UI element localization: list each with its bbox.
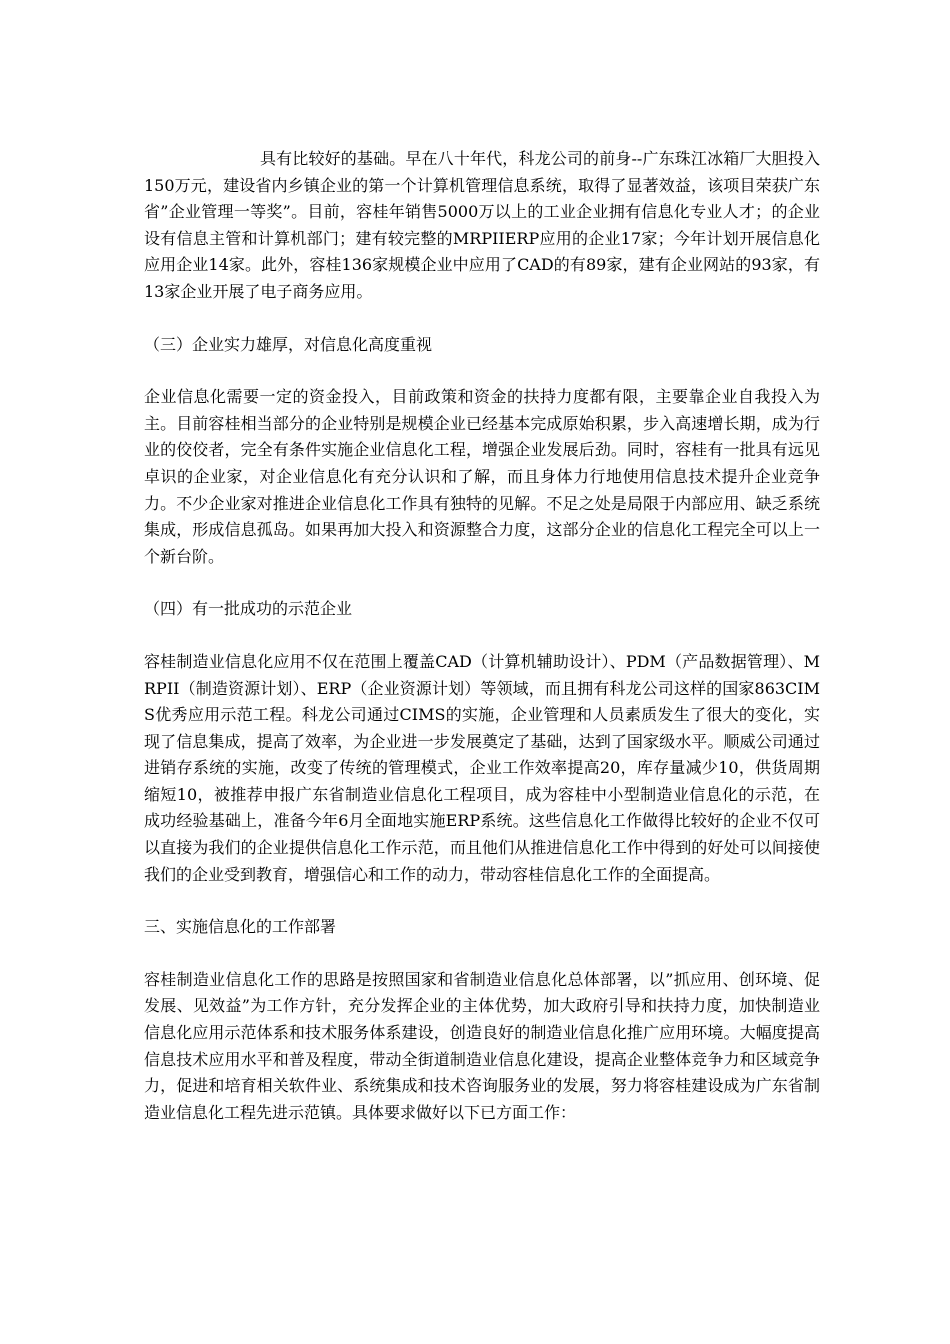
heading-demo-enterprises: （四）有一批成功的示范企业: [144, 599, 353, 619]
paragraph-enterprise-strength: 企业信息化需要一定的资金投入，目前政策和资金的扶持力度都有限，主要靠企业自我投入为主。目前容桂相当部分的企业特别是规模企业已经基本完成原始积累，步入高速增长期，成为行业的佼佼者，完全有条件实施企业信息化工程，增强企业发展后劲。同时，容桂有一批具有远见卓识的企业家，对企业信息化有充分认识和了解，而且身体力行地使用信息技术提升企业竞争力。不少企业家对推进企业信息化工作具有独特的见解。不足之处是局限于内部应用、缺乏系统集成，形成信息孤岛。如果再加大投入和资源整合力度，这部分企业的信息化工程完全可以上一个新台阶。: [144, 387, 820, 566]
heading-enterprise-strength: （三）企业实力雄厚，对信息化高度重视: [144, 334, 433, 354]
heading-work-deployment: 三、实施信息化的工作部署: [144, 917, 337, 937]
paragraph-work-deployment: 容桂制造业信息化工作的思路是按照国家和省制造业信息化总体部署，以”抓应用、创环境、促发展、见效益”为工作方针，充分发挥企业的主体优势，加大政府引导和扶持力度，加快制造业信息化应用示范体系和技术服务体系建设，创造良好的制造业信息化推广应用环境。大幅度提高信息技术应用水平和普及程度，带动全街道制造业信息化建设，提高企业整体竞争力和区域竞争力，促进和培育相关软件业、系统集成和技术咨询服务业的发展，努力将容桂建设成为广东省制造业信息化工程先进示范镇。具体要求做好以下已方面工作：: [144, 969, 820, 1122]
paragraph-foundation: 具有比较好的基础。早在八十年代，科龙公司的前身--广东珠江冰箱厂大胆投入150万元，建设省内乡镇企业的第一个计算机管理信息系统，取得了显著效益，该项目荣获广东省”企业管理一等奖”。目前，容桂年销售5000万以上的工业企业拥有信息化专业人才；的企业设有信息主管和计算机部门；建有较完整的MRPIIERP应用的企业17家；今年计划开展信息化应用企业14家。此外，容桂136家规模企业中应用了CAD的有89家，建有企业网站的93家，有13家企业开展了电子商务应用。: [144, 149, 820, 301]
document-page: [144, 146, 820, 1152]
paragraph-demo-enterprises: 容桂制造业信息化应用不仅在范围上覆盖CAD（计算机辅助设计）、PDM（产品数据管理）、MRPII（制造资源计划）、ERP（企业资源计划）等领域，而且拥有科龙公司这样的国家863CIMS优秀应用示范工程。科龙公司通过CIMS的实施，企业管理和人员素质发生了很大的变化，实现了信息集成，提高了效率，为企业进一步发展奠定了基础，达到了国家级水平。顺威公司通过进销存系统的实施，改变了传统的管理模式，企业工作效率提高20，库存量减少10，供货周期缩短10，被推荐申报广东省制造业信息化工程项目，成为容桂中小型制造业信息化的示范，在成功经验基础上，准备今年6月全面地实施ERP系统。这些信息化工作做得比较好的企业不仅可以直接为我们的企业提供信息化工作示范，而且他们从推进信息化工作中得到的好处可以间接使我们的企业受到教育，增强信心和工作的动力，带动容桂信息化工作的全面提高。: [144, 651, 820, 884]
